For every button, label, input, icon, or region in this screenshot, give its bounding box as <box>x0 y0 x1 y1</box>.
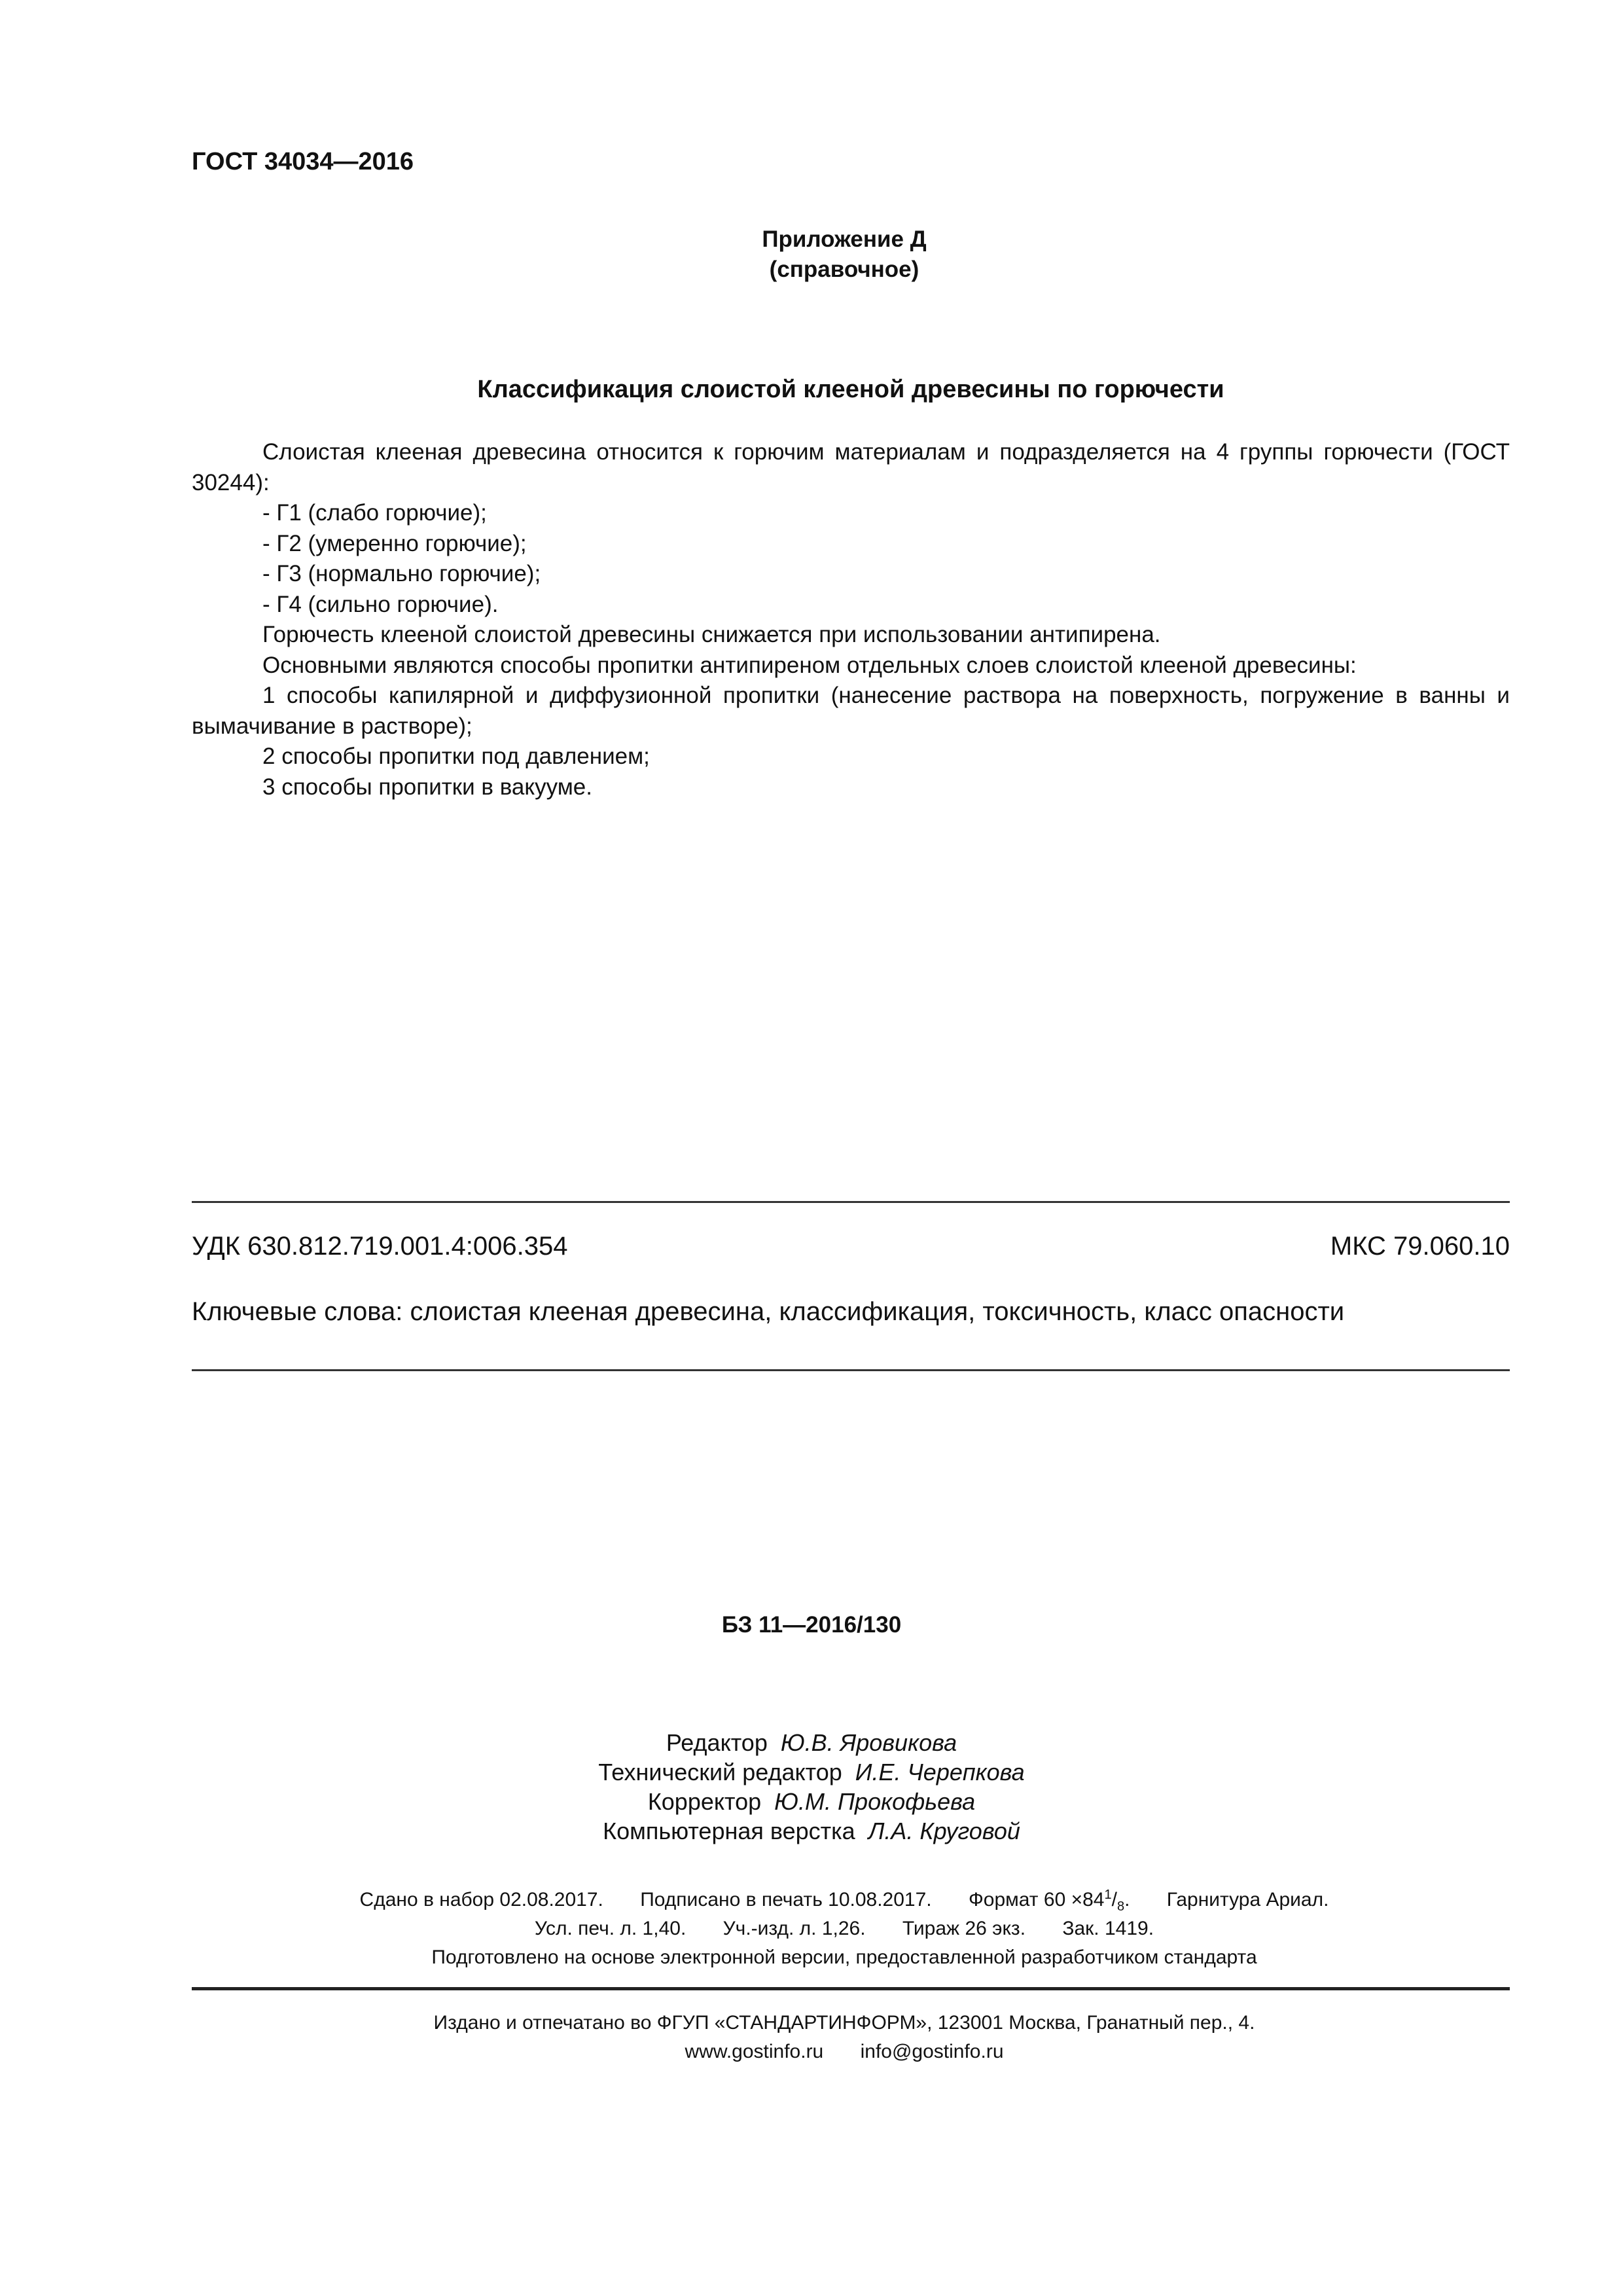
staff-line <box>393 1787 1230 1816</box>
staff-role: Корректор <box>647 1788 762 1815</box>
staff-role: Компьютерная верстка <box>603 1818 855 1844</box>
section-title: Классификация слоистой клееной древесины по горючести <box>477 376 1224 403</box>
staff-role: Редактор <box>666 1729 768 1756</box>
pub-sheets: Уч.-изд. л. 1,26. <box>722 1918 866 1939</box>
methods-intro-paragraph: Основными являются способы пропитки антипиреном отдельных слоев слоистой клееной древесины: <box>262 652 1357 678</box>
sent-date: Сдано в набор 02.08.2017. <box>359 1889 603 1910</box>
divider <box>192 1369 1510 1371</box>
staff-name: Ю.М. Прокофьева <box>774 1788 976 1815</box>
prepared-note: Подготовлено на основе электронной версии, предоставленной разработчиком стандарта <box>431 1946 1257 1968</box>
staff-name: Л.А. Круговой <box>868 1818 1020 1844</box>
antipiren-paragraph: Горючесть клееной слоистой древесины снижается при использовании антипирена. <box>262 622 1161 647</box>
email-link[interactable]: info@gostinfo.ru <box>860 2041 1004 2062</box>
body-text <box>192 437 1510 802</box>
method-item: 1 способы капилярной и диффузионной пропитки (нанесение раствора на поверхность, погружение в ванны и вымачивание в растворе); <box>192 683 1510 739</box>
divider <box>192 1201 1510 1203</box>
font-info: Гарнитура Ариал. <box>1166 1889 1329 1910</box>
group-item: - Г4 (сильно горючие). <box>262 591 499 617</box>
print-sheets: Усл. печ. л. 1,40. <box>534 1918 687 1939</box>
appendix-type: (справочное) <box>769 257 919 282</box>
mks-code: МКС 79.060.10 <box>1330 1232 1510 1261</box>
print-run: Тираж 26 экз. <box>902 1918 1026 1939</box>
udk-code: УДК 630.812.719.001.4:006.354 <box>192 1232 568 1261</box>
staff-line <box>393 1757 1230 1787</box>
publisher-line: Издано и отпечатано во ФГУП «СТАНДАРТИНФОРМ», 123001 Москва, Гранатный пер., 4. <box>433 2012 1255 2034</box>
imprint-line-2 <box>196 1914 1492 1943</box>
divider <box>192 1987 1510 1990</box>
intro-paragraph: Слоистая клееная древесина относится к горючим материалам и подразделяется на 4 группы горючести (ГОСТ 30244): <box>192 439 1510 495</box>
keywords: Ключевые слова: слоистая клееная древесина, классификация, токсичность, класс опасности <box>192 1297 1345 1326</box>
order-number: Зак. 1419. <box>1062 1918 1154 1939</box>
document-code: ГОСТ 34034—2016 <box>192 148 414 175</box>
bz-number: БЗ 11—2016/130 <box>721 1612 902 1638</box>
classification-row <box>192 1232 1510 1261</box>
method-item: 2 способы пропитки под давлением; <box>262 744 650 769</box>
staff-line <box>393 1728 1230 1757</box>
group-item: - Г1 (слабо горючие); <box>262 500 487 526</box>
staff-name: И.Е. Черепкова <box>855 1759 1025 1785</box>
group-item: - Г3 (нормально горючие); <box>262 561 541 586</box>
publisher-info <box>196 2009 1492 2066</box>
appendix-title: Приложение Д <box>762 226 927 252</box>
method-item: 3 способы пропитки в вакууме. <box>262 774 592 800</box>
imprint <box>196 1886 1492 1972</box>
imprint-line-1 <box>196 1886 1492 1914</box>
format: Формат $60 \times 84^1/_8$. <box>968 1888 1130 1914</box>
signed-date: Подписано в печать 10.08.2017. <box>640 1889 932 1910</box>
contacts-line <box>196 2037 1492 2066</box>
staff-name: Ю.В. Яровикова <box>780 1729 957 1756</box>
staff-line <box>393 1816 1230 1846</box>
website-link[interactable]: www.gostinfo.ru <box>685 2041 824 2062</box>
staff-role: Технический редактор <box>598 1759 842 1785</box>
staff-list <box>393 1728 1230 1846</box>
group-item: - Г2 (умеренно горючие); <box>262 530 527 556</box>
